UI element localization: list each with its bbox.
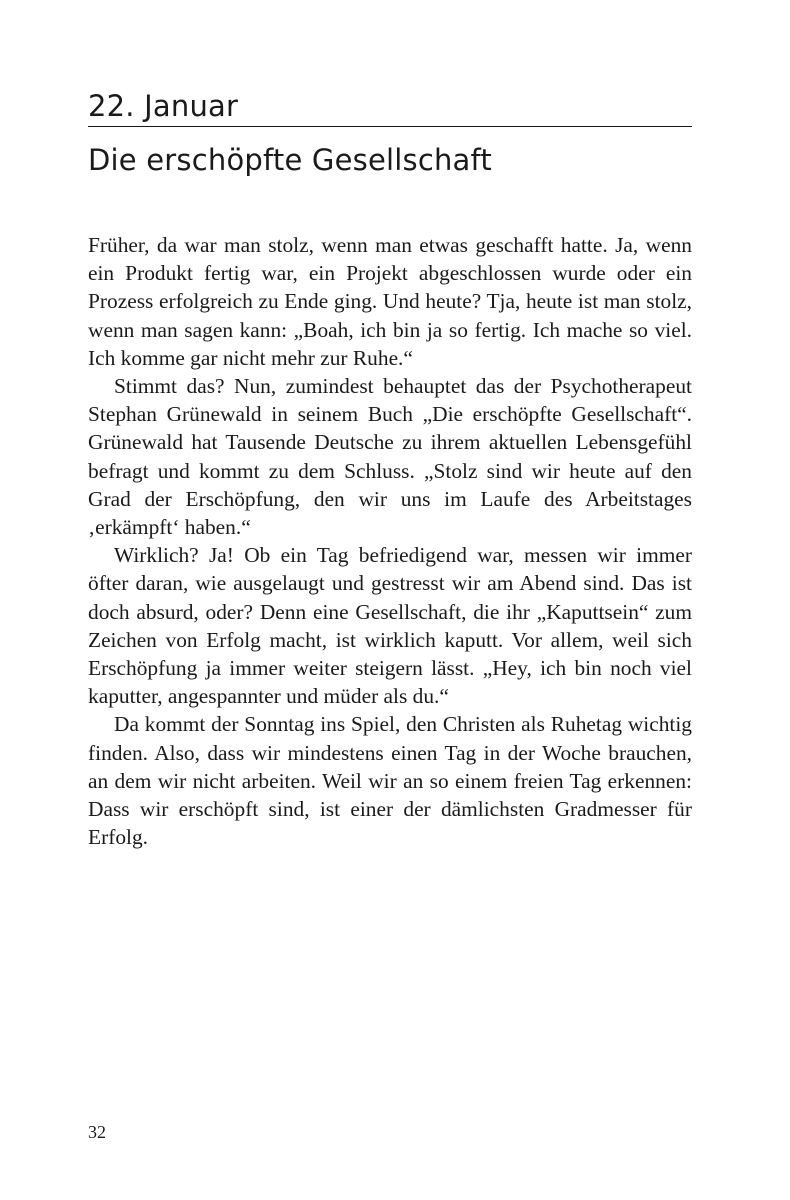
date-heading: 22. Januar [88,89,239,123]
paragraph: Stimmt das? Nun, zumindest behauptet das der Psychotherapeut Stephan Grünewald in seinem Buch „Die erschöpfte Gesellschaft“. Grünewald hat Tausende Deutsche zu ihrem aktuellen Lebensgefühl befragt und kommt zu dem Schluss. „Stolz sind wir heute auf den Grad der Erschöpfung, den wir uns im Laufe des Arbeitstages ‚erkämpft‘ haben.“ [88,374,692,540]
page-number: 32 [88,1122,106,1142]
heading-rule [88,126,692,127]
book-page [88,0,692,1200]
paragraph: Da kommt der Sonntag ins Spiel, den Christen als Ruhetag wichtig finden. Also, dass wir mindestens einen Tag in der Woche brauchen, an dem wir nicht arbeiten. Weil wir an so einem freien Tag erkennen: Dass wir erschöpft sind, ist einer der dämlichsten Gradmesser für Erfolg. [88,712,692,850]
chapter-title: Die erschöpfte Gesellschaft [88,143,492,177]
body-text [88,231,692,851]
paragraph: Wirklich? Ja! Ob ein Tag befriedigend war, messen wir immer öfter daran, wie ausgelaugt und gestresst wir am Abend sind. Das ist doch absurd, oder? Denn eine Gesellschaft, die ihr „Kaputtsein“ zum Zeichen von Erfolg macht, ist wirklich kaputt. Vor allem, weil sich Erschöpfung ja immer weiter steigern lässt. „Hey, ich bin noch viel kaputter, angespannter und müder als du.“ [88,543,692,709]
paragraph: Früher, da war man stolz, wenn man etwas geschafft hatte. Ja, wenn ein Produkt fertig war, ein Projekt abgeschlossen wurde oder ein Prozess erfolgreich zu Ende ging. Und heute? Tja, heute ist man stolz, wenn man sagen kann: „Boah, ich bin ja so fertig. Ich mache so viel. Ich komme gar nicht mehr zur Ruhe.“ [88,233,692,370]
